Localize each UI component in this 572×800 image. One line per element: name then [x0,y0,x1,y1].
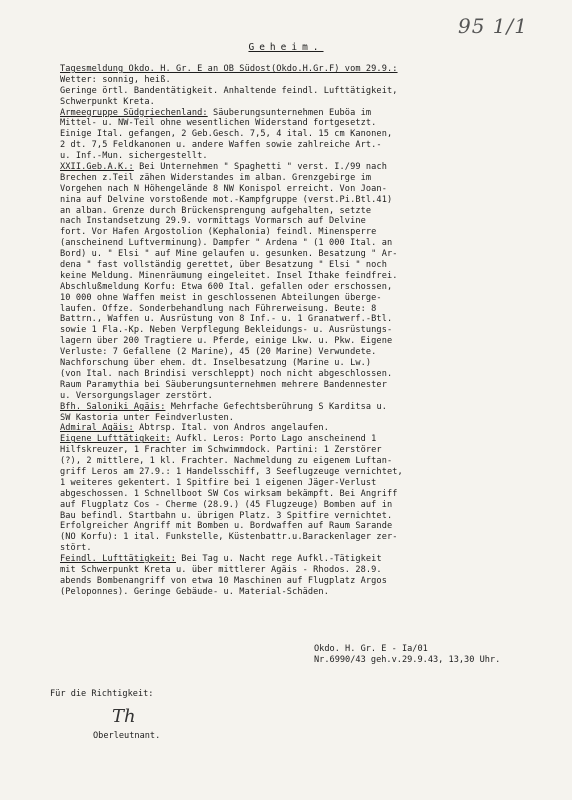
report-line: nach Instandsetzung 29.9. vormittags Vormarsch auf Delvine [60,216,366,227]
report-line: stört. [60,543,92,554]
report-line: griff Leros am 27.9.: 1 Handelsschiff, 3 Seeflugzeuge vernichtet, [60,466,403,477]
report-line: (anscheinend Luftverminung). Dampfer " Ardena " (1 000 Ital. an [60,238,393,249]
report-line: (?), 2 mittlere, 1 kl. Frachter. Nachmeldung zu eigenem Luftan- [60,456,393,467]
report-line: Admiral Ägäis: Abtrsp. Ital. von Andros angelaufen. [60,423,329,434]
report-line: Eigene Lufttätigkeit: Aufkl. Leros: Porto Lago anscheinend 1 [60,434,377,445]
report-line: Geringe örtl. Bandentätigkeit. Anhaltende feindl. Lufttätigkeit, [60,85,398,96]
report-line: Einige Ital. gefangen, 2 Geb.Gesch. 7,5, 4 ital. 15 cm Kanonen, [60,129,393,140]
report-line: XXII.Geb.A.K.: Bei Unternehmen " Spaghetti " verst. I./99 nach [60,162,387,173]
report-line: sowie 1 Fla.-Kp. Neben Verpflegung Bekleidungs- u. Ausrüstungs- [60,325,393,336]
report-line: Bau befindl. Startbahn u. übrigen Platz. 3 Spitfire vernichtet. [60,510,393,521]
report-line: keine Meldung. Minenräumung eingeleitet. Insel Ithake feindfrei. [60,270,398,281]
report-line: u. Inf.-Mun. sichergestellt. [60,151,208,162]
report-line: 2 dt. 7,5 Feldkanonen u. andere Waffen sowie zahlreiche Art.- [60,140,382,151]
report-line: nina auf Delvine vorstoßende mot.-Kampfgruppe (verst.Pi.Btl.41) [60,194,393,205]
page-number: 95 1/1 [458,14,528,38]
report-line: (von Ital. nach Brindisi verschleppt) noch nicht abgeschlossen. [60,368,393,379]
footer-line: Okdo. H. Gr. E - Ia/01 [314,644,428,654]
report-line: u. Versorgungslager zerstört. [60,390,213,401]
certification-line: Für die Richtigkeit: [50,689,154,699]
report-line: Vorgehen nach N Höhengelände 8 NW Konispol erreicht. Von Joan- [60,183,387,194]
section-label: Armeegruppe Südgriechenland: [60,107,208,118]
report-line: Verluste: 7 Gefallene (2 Marine), 45 (20 Marine) Verwundete. [60,347,377,358]
report-line: Bord) u. " Elsi " auf Mine gelaufen u. gesunken. Besatzung " Ar- [60,249,398,260]
report-line: laufen. Offze. Sonderbehandlung nach Führerweisung. Beute: 8 [60,303,377,314]
footer-line: Nr.6990/43 geh.v.29.9.43, 13,30 Uhr. [314,654,501,665]
report-line: (NO Korfu): 1 ital. Funkstelle, Küstenbattr.u.Barackenlager zer- [60,532,398,543]
report-line: Tagesmeldung Okdo. H. Gr. E an OB Südost(Okdo.H.Gr.F) vom 29.9.: [60,64,398,74]
report-line: Raum Paramythia bei Säuberungsunternehmen mehrere Bandennester [60,379,387,390]
report-line: Hilfskreuzer, 1 Frachter im Schwimmdock. Partini: 1 Zerstörer [60,445,382,456]
report-line: mit Schwerpunkt Kreta u. über mittlerer Ägäis - Rhodos. 28.9. [60,564,382,575]
report-line: Abschlußmeldung Korfu: Etwa 600 Ital. gefallen oder erschossen, [60,281,393,292]
report-line: auf Flugplatz Cos - Cherme (28.9.) (45 Flugzeuge) Bomben auf in [60,499,393,510]
report-line: fort. Vor Hafen Argostolion (Kephalonia) feindl. Minensperre [60,227,377,238]
section-label: Admiral Ägäis: [60,423,134,434]
report-line: Brechen z.Teil zähen Widerstandes im alban. Grenzgebirge im [60,172,372,183]
report-line: Feindl. Lufttätigkeit: Bei Tag u. Nacht rege Aufkl.-Tätigkeit [60,554,382,565]
report-line: Battrn., Waffen u. Ausrüstung von 8 Inf.- u. 1 Granatwerf.-Btl. [60,314,393,325]
classification-heading: Geheim. [248,42,324,53]
report-line: an alban. Grenze durch Brückensprengung aufgehalten, setzte [60,205,372,216]
report-line: lagern über 200 Tragtiere u. Pferde, einige Lkw. u. Pkw. Eigene [60,336,393,347]
report-line: abgeschossen. 1 Schnellboot SW Cos wirksam bekämpft. Bei Angriff [60,488,398,499]
report-line: Schwerpunkt Kreta. [60,96,155,107]
signatory-rank: Oberleutnant. [93,731,161,741]
report-line: Nachforschung über ehem. dt. Inselbesatzung (Marine u. Lw.) [60,358,372,369]
report-line: dena " fast vollständig gerettet, über Besatzung " Elsi " noch [60,260,387,271]
report-line: abends Bombenangriff von etwa 10 Maschinen auf Flugplatz Argos [60,575,387,586]
section-label: Bfh. Saloniki Ägäis: [60,401,166,412]
sender-reference [314,644,500,666]
report-line: Bfh. Saloniki Ägäis: Mehrfache Gefechtsberührung S Karditsa u. [60,401,387,412]
report-line: Erfolgreicher Angriff mit Bomben u. Bordwaffen auf Raum Sarande [60,521,393,532]
report-line: 10 000 ohne Waffen meist in geschlossenen Abteilungen überge- [60,292,382,303]
report-line: SW Kastoria unter Feindverlusten. [60,412,235,423]
section-label: XXII.Geb.A.K.: [60,162,134,173]
report-line: Mittel- u. NW-Teil ohne wesentlichen Widerstand fortgesetzt. [60,118,377,129]
report-line: (Peloponnes). Geringe Gebäude- u. Material-Schäden. [60,586,329,597]
report-line: 1 weiteres gekentert. 1 Spitfire bei 1 eigenen Jäger-Verlust [60,477,377,488]
section-label: Feindl. Lufttätigkeit: [60,554,177,565]
report-line: Wetter: sonnig, heiß. [60,74,171,85]
report-body [60,64,565,598]
report-line: Armeegruppe Südgriechenland: Säuberungsunternehmen Euböa im [60,107,372,118]
signature: Th [112,706,136,727]
section-label: Eigene Lufttätigkeit: [60,434,171,445]
